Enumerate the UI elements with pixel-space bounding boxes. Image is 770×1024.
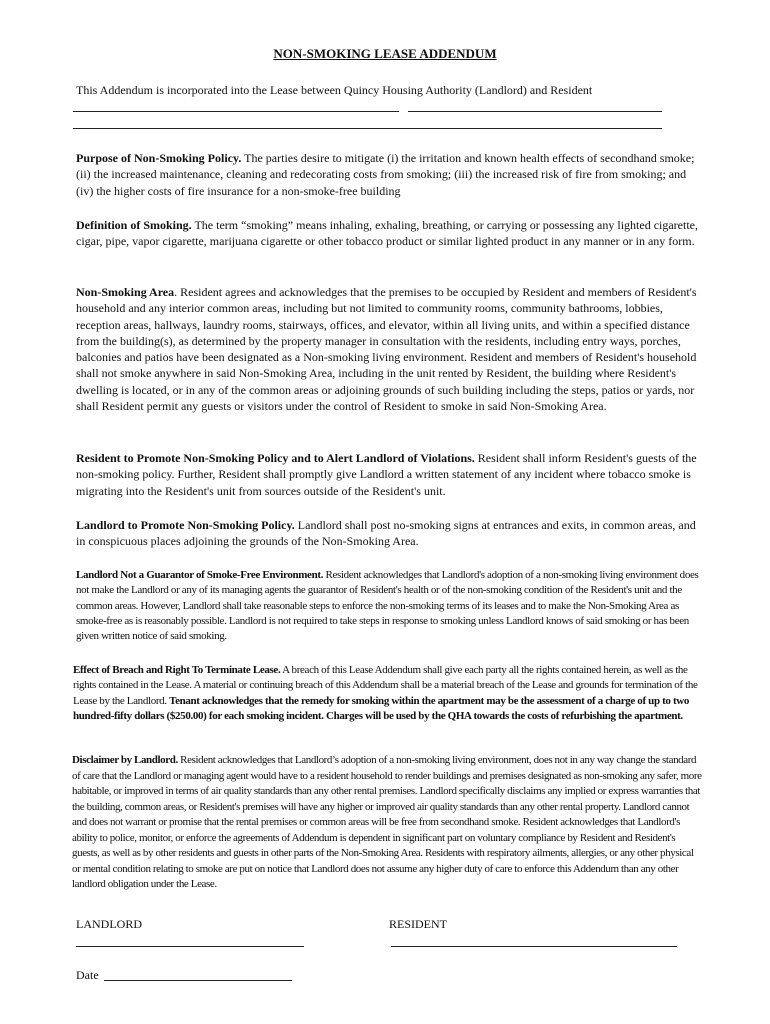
breach-section: [73, 663, 703, 724]
not-guarantor-heading: Landlord Not a Guarantor of Smoke-Free Environment.: [76, 569, 324, 581]
purpose-heading: Purpose of Non-Smoking Policy.: [76, 151, 242, 165]
resident-name-line-1[interactable]: [73, 111, 399, 112]
landlord-label: LANDLORD: [76, 917, 142, 931]
non-smoking-area-section: [76, 284, 701, 414]
date-line[interactable]: [104, 980, 292, 981]
intro-text: This Addendum is incorporated into the Lease between Quincy Housing Authority (Landlord) and Resident: [76, 83, 593, 97]
resident-promote-section: [76, 450, 701, 499]
disclaimer-body: Resident acknowledges that Landlord’s adoption of a non-smoking living environment, does not in any way change the standard of care that the Landlord or managing agent would have to a resident household to render buildings and premises designated as non-smoking any safer, more habitable, or improved in terms of air quality standards than any other rental premises. Landlord specifically disclaims any implied or express warranties that the building, common areas, or Resident's premises will have any higher or improved air quality standards than any other rental property. Landlord cannot and does not warrant or promise that the rental premises or common areas will be free from secondhand smoke. Resident acknowledges that Landlord's ability to police, monitor, or enforce the agreements of Addendum is dependent in significant part on voluntary compliance by Resident and Resident's guests, as well as by other residents and guests in other parts of the Non-Smoking Area. Residents with respiratory ailments, allergies, or any other physical or mental condition relating to smoke are put on notice that Landlord does not assume any higher duty of care to enforce this Addendum than any other landlord obligation under the Lease.: [72, 754, 702, 890]
purpose-section: [76, 150, 701, 199]
not-guarantor-body: Resident acknowledges that Landlord's adoption of a non-smoking living environment does not make the Landlord or any of its managing agents the guarantor of Resident's health or of the non-smoking condition of the Resident's unit and the common areas. However, Landlord shall take reasonable steps to enforce the non-smoking terms of its leases and to make the Non-Smoking Area as smoke-free as is reasonably possible. Landlord is not required to take steps in response to smoking unless Landlord knows of said smoking or has been given written notice of said smoking.: [76, 569, 699, 643]
definition-section: [76, 217, 701, 250]
resident-promote-body: Resident shall inform Resident's guests of the non-smoking policy. Further, Resident shall promptly give Landlord a written statement of any incident where tobacco smoke is migrating into the Resident's unit from sources outside of the Resident's unit.: [76, 451, 697, 498]
breach-charge-notice: Tenant acknowledges that the remedy for smoking within the apartment may be the assessment of a charge of up to two hundred-fifty dollars ($250.00) for each smoking incident. Charges will be used by the QHA towards the costs of refurbishing the apartment.: [73, 694, 690, 722]
landlord-promote-body: Landlord shall post no-smoking signs at entrances and exits, in common areas, and in conspicuous places adjoining the grounds of the Non-Smoking Area.: [76, 518, 696, 549]
landlord-promote-heading: Landlord to Promote Non-Smoking Policy.: [76, 518, 295, 532]
area-heading: Non-Smoking Area: [76, 285, 175, 299]
definition-body: The term “smoking” means inhaling, exhaling, breathing, or carrying or possessing any lighted cigarette, cigar, pipe, vapor cigarette, marijuana cigarette or other tobacco product or similar lighted product in any manner or in any form.: [76, 218, 698, 249]
resident-label: RESIDENT: [389, 917, 447, 931]
resident-signature-line[interactable]: [391, 946, 677, 947]
resident-name-line-3[interactable]: [73, 128, 662, 129]
resident-name-line-2[interactable]: [408, 111, 662, 112]
breach-heading: Effect of Breach and Right To Terminate Lease.: [73, 664, 281, 676]
not-guarantor-section: [76, 568, 701, 644]
breach-body: A breach of this Lease Addendum shall give each party all the rights contained herein, as well as the rights contained in the Lease. A material or continuing breach of this Addendum shall be a material breach of the Lease and grounds for termination of the Lease by the Landlord.: [73, 664, 698, 707]
disclaimer-section: [72, 753, 704, 893]
area-body: . Resident agrees and acknowledges that the premises to be occupied by Resident and members of Resident's household and any interior common areas, including but not limited to community rooms, community bathrooms, lobbies, reception areas, hallways, laundry rooms, stairways, offices, and elevator, within all living units, and within a specified distance from the building(s), as determined by the property manager in consultation with the residents, including entry ways, porches, balconies and patios have been designated as a Non-smoking living environment. Resident and members of Resident's household shall not smoke anywhere in said Non-Smoking Area, including in the unit rented by Resident, the building where Resident's dwelling is located, or in any of the common areas or adjoining grounds of such building including the steps, patios or yards, nor shall Resident permit any guests or visitors under the control of Resident to smoke in said Non-Smoking Area.: [76, 285, 697, 414]
purpose-body: The parties desire to mitigate (i) the irritation and known health effects of secondhand smoke; (ii) the increased maintenance, cleaning and redecorating costs from smoking; (iii) the increased risk of fire from smoking; and (iv) the higher costs of fire insurance for a non-smoke-free building: [76, 151, 695, 198]
disclaimer-heading: Disclaimer by Landlord.: [72, 754, 178, 766]
definition-heading: Definition of Smoking.: [76, 218, 192, 232]
document-title: NON-SMOKING LEASE ADDENDUM: [273, 46, 497, 61]
landlord-promote-section: [76, 517, 701, 550]
date-label: Date: [76, 968, 99, 982]
landlord-signature-line[interactable]: [76, 946, 304, 947]
resident-promote-heading: Resident to Promote Non-Smoking Policy and to Alert Landlord of Violations.: [76, 451, 475, 465]
